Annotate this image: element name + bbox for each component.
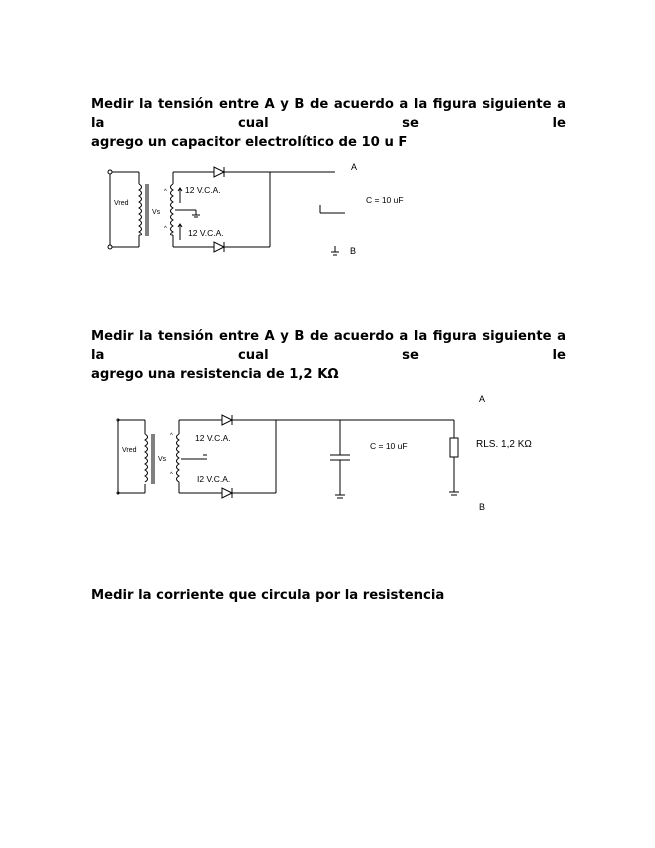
instruction-1-line-2: agrego un capacitor electrolítico de 10 u F (91, 135, 408, 150)
lower-diode-2 (222, 488, 232, 498)
circuit-diagram-1 (0, 150, 655, 270)
vs-label-2: Vs (158, 456, 167, 463)
resistor-symbol (449, 420, 459, 495)
polarity-mark-2a: ^ (170, 433, 173, 439)
upper-diode-2 (222, 415, 232, 425)
node-a-label-2: A (479, 394, 486, 404)
primary-winding-2 (117, 419, 148, 494)
node-a-label-1: A (351, 162, 358, 172)
capacitor-label-1: C = 10 uF (366, 195, 404, 205)
vs-label-1: Vs (152, 209, 161, 216)
capacitor-symbol-2 (330, 420, 350, 498)
node-b-label-2: B (479, 502, 486, 512)
upper-diode-1 (214, 167, 224, 177)
instruction-paragraph-1 (91, 95, 566, 152)
primary-winding-1 (108, 170, 142, 249)
node-b-label-1: B (350, 246, 357, 256)
lower-voltage-label-1: 12 V.C.A. (188, 228, 224, 238)
upper-voltage-label-2: 12 V.C.A. (195, 433, 231, 443)
ground-symbol-1 (331, 246, 339, 255)
upper-voltage-label-1: 12 V.C.A. (185, 185, 221, 195)
instruction-3-line-1: Medir la corriente que circula por la resistencia (91, 588, 445, 603)
instruction-paragraph-2 (91, 327, 566, 384)
instruction-2-line-2: agrego una resistencia de 1,2 KΩ (91, 367, 339, 382)
capacitor-symbol-1 (320, 205, 345, 213)
resistor-label: RLS. 1,2 KΩ (476, 439, 532, 450)
capacitor-label-2: C = 10 uF (370, 441, 408, 451)
lower-diode-1 (214, 242, 224, 252)
instruction-paragraph-3 (91, 586, 566, 605)
instruction-2-line-1: Medir la tensión entre A y B de acuerdo a la figura siguiente a la cual se le (91, 329, 566, 363)
vred-label-1: Vred (114, 200, 129, 207)
lower-voltage-label-2: I2 V.C.A. (197, 474, 231, 484)
polarity-mark-1a: ^ (164, 189, 167, 195)
polarity-mark-2b: ^ (170, 472, 173, 478)
vred-label-2: Vred (122, 447, 137, 454)
polarity-mark-1b: ^ (164, 226, 167, 232)
circuit-diagram-2 (0, 385, 655, 515)
instruction-1-line-1: Medir la tensión entre A y B de acuerdo a la figura siguiente a la cual se le (91, 97, 566, 131)
